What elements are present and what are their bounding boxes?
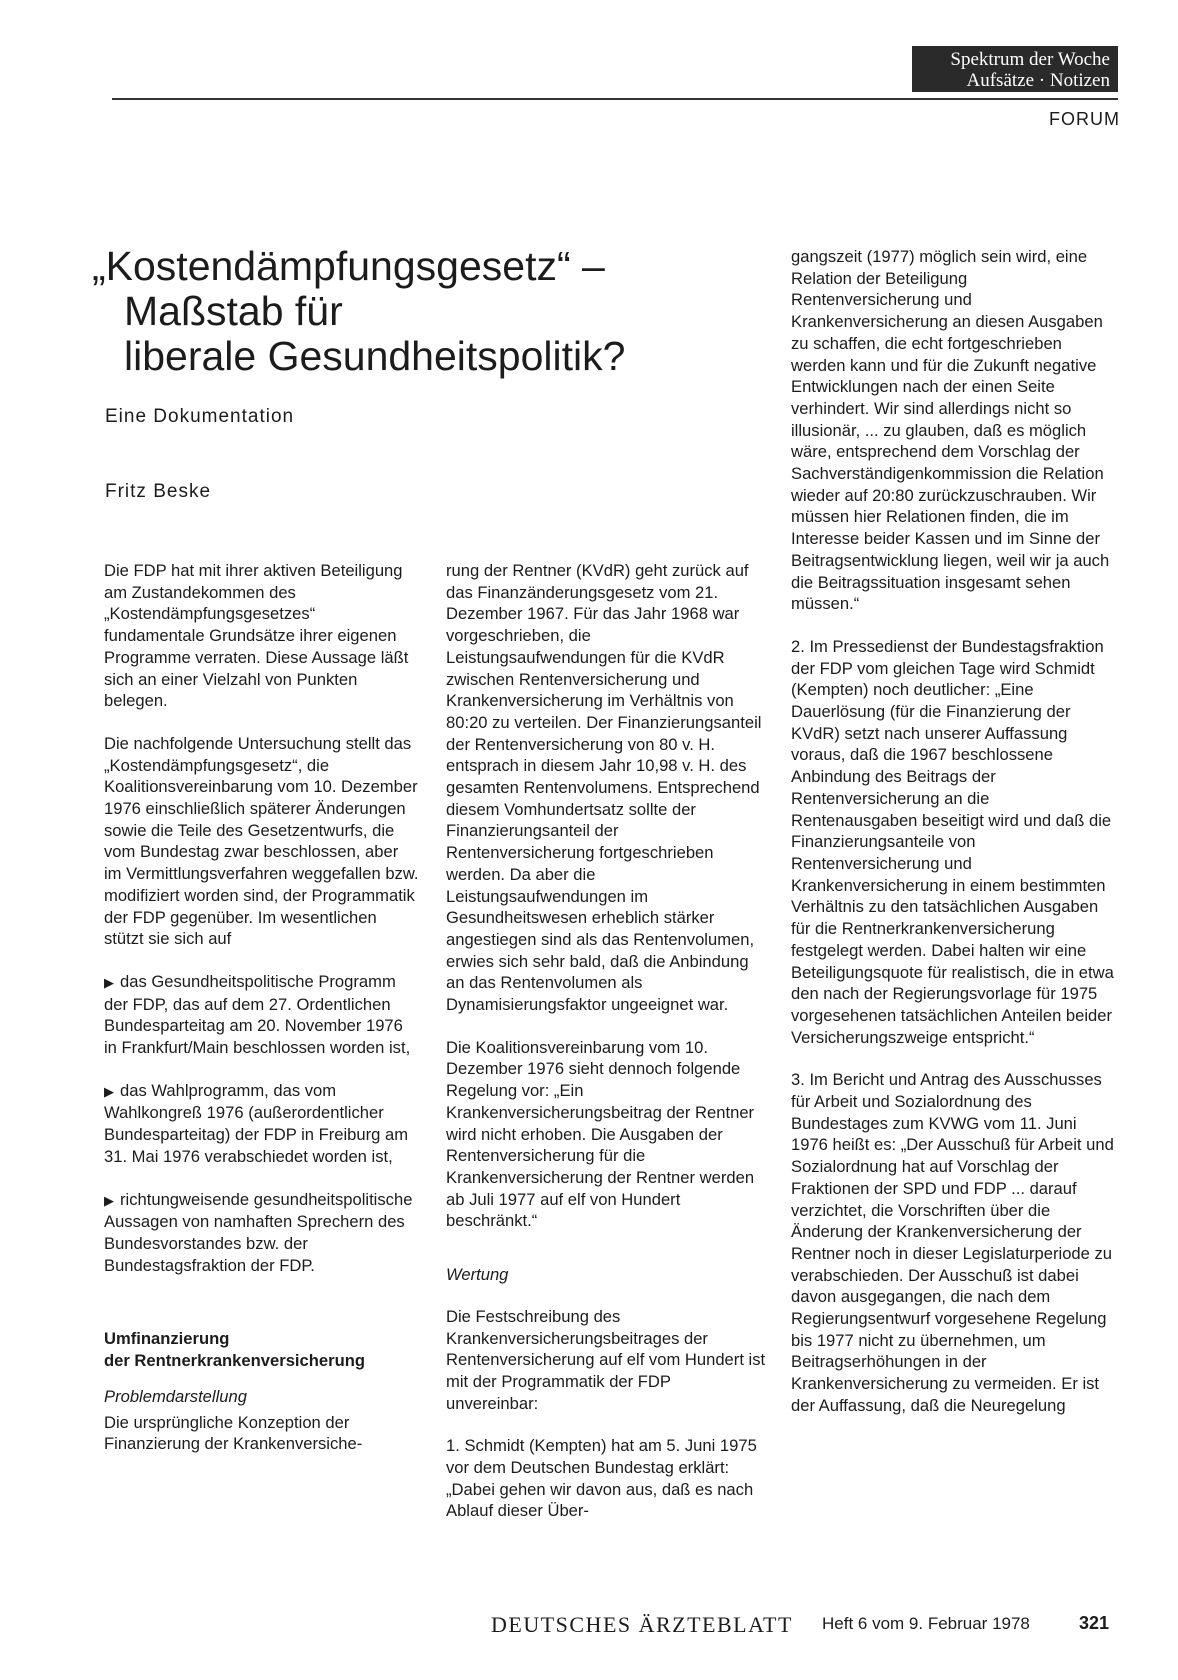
paragraph: Die Koalitionsvereinbarung vom 10. Dezember 1976 sieht dennoch folgende Regelung vor: „Ein Krankenversicherungsbeitrag der Rentner wird nicht erhoben. Die Ausgaben der Rentenversicherung für die Krankenversicherung der Rentner werden ab Juli 1977 auf elf von Hundert beschränkt.“ <box>446 1037 755 1231</box>
bullet-text: das Gesundheitspolitische Programm der FDP, das auf dem 27. Ordentlichen Bundesparteitag am 20. November 1976 in Frankfurt/Main beschlossen worden ist, <box>104 971 411 1058</box>
badge-line-1: Spektrum der Woche <box>950 49 1110 70</box>
bullet-item <box>104 1189 419 1277</box>
article-title <box>92 244 625 379</box>
arrow-bullet-icon: ▶ <box>104 1192 114 1208</box>
section-label: FORUM <box>1049 109 1120 129</box>
section-badge <box>912 46 1118 92</box>
article-subtitle: Eine Dokumentation <box>105 406 295 427</box>
arrow-bullet-icon: ▶ <box>104 1083 114 1099</box>
subheading: Wertung <box>446 1265 509 1285</box>
badge-line-2: Aufsätze · Notizen <box>966 70 1110 91</box>
issue-info: Heft 6 vom 9. Februar 1978 <box>822 1614 1030 1633</box>
bullet-item <box>104 971 419 1059</box>
paragraph: Die FDP hat mit ihrer aktiven Beteiligung am Zustandekommen des „Kostendämpfungsgesetzes“ fundamentale Grundsätze ihrer eigenen Programme verraten. Diese Aussage läßt sich an einer Vielzahl von Punkten belegen. <box>104 561 409 711</box>
header-rule <box>112 98 1118 100</box>
bullet-text: das Wahlprogramm, das vom Wahlkongreß 1976 (außerordentlicher Bundesparteitag) der FDP in Freiburg am 31. Mai 1976 verabschiedet worden ist, <box>104 1080 409 1166</box>
journal-name: DEUTSCHES ÄRZTEBLATT <box>491 1612 793 1637</box>
title-line-3: liberale Gesundheitspolitik? <box>124 333 626 379</box>
text-column-3 <box>791 246 1117 1438</box>
paragraph: gangszeit (1977) möglich sein wird, eine Relation der Beteiligung Rentenversicherung und Krankenversicherung an diesen Ausgaben zu schaffen, die echt fortgeschrieben werden kann und für die Zukunft negative Entwicklungen nach der einen Seite verhindert. Wir sind allerdings nicht so illusionär, ... zu glauben, daß es möglich wäre, entsprechend dem Vorschlag der Sachverständigenkommission die Relation wieder auf 20:80 zurückzuschrauben. Wir müssen hier Relationen finden, die im Interesse beider Kassen und im Sinne der Beitragsentwicklung liegen, weil wir ja auch die Beitragssituation insgesamt sehen müssen.“ <box>791 247 1110 614</box>
title-line-2: Maßstab für <box>124 288 343 334</box>
text-column-1 <box>104 560 419 1476</box>
subheading: Problemdarstellung <box>104 1386 247 1406</box>
section-heading-line-2: der Rentnerkrankenversicherung <box>104 1351 365 1371</box>
article-author: Fritz Beske <box>105 481 212 502</box>
paragraph: 2. Im Pressedienst der Bundestagsfraktion der FDP vom gleichen Tage wird Schmidt (Kempten) noch deutlicher: „Eine Dauerlösung (für die Finanzierung der KVdR) setzt nach unserer Auffassung voraus, daß die 1967 beschlossene Anbindung des Beitrags der Rentenversicherung an die Rentenausgaben beseitigt wird und daß die Finanzierungsanteile von Rentenversicherung und Krankenversicherung in einem bestimmten Verhältnis zu den tatsächlichen Ausgaben für die Rentnerkrankenversicherung festgelegt werden. Dabei halten wir eine Beteiligungsquote für realistisch, die in etwa den nach der Regierungsvorlage für 1975 vorgesehenen tatsächlichen Anteilen beider Versicherungszweige entspricht.“ <box>791 636 1114 1047</box>
paragraph: Die nachfolgende Untersuchung stellt das „Kostendämpfungsgesetz“, die Koalitionsvereinbarung vom 10. Dezember 1976 einschließlich späterer Änderungen sowie die Teile des Gesetzentwurfs, die vom Bundestag zwar beschlossen, aber im Vermittlungsverfahren weggefallen bzw. modifiziert worden sind, der Programmatik der FDP gegenüber. Im wesentlichen stützt sie sich auf <box>104 733 419 949</box>
paragraph: Die Festschreibung des Krankenversicherungsbeitrages der Rentenversicherung auf elf vom Hundert ist mit der Programmatik der FDP unvereinbar: <box>446 1306 766 1413</box>
bullet-item <box>104 1080 419 1168</box>
text-column-2 <box>446 560 766 1543</box>
title-line-1: „Kostendämpfungsgesetz“ – <box>92 243 605 289</box>
paragraph: Die ursprüngliche Konzeption der Finanzierung der Krankenversiche- <box>104 1412 363 1454</box>
paragraph: 1. Schmidt (Kempten) hat am 5. Juni 1975 vor dem Deutschen Bundestag erklärt: „Dabei gehen wir davon aus, daß es nach Ablauf dieser Über- <box>446 1436 757 1521</box>
paragraph: 3. Im Bericht und Antrag des Ausschusses für Arbeit und Sozialordnung des Bundestages zum KVWG vom 11. Juni 1976 heißt es: „Der Ausschuß für Arbeit und Sozialordnung hat auf Vorschlag der Fraktionen der SPD und FDP ... darauf verzichtet, die Vorschriften über die Änderung der Krankenversicherung der Rentner noch in dieser Legislaturperiode zu verabschieden. Der Ausschuß ist dabei davon ausgegangen, die nach dem Regierungsentwurf vorgesehene Regelung bis 1977 nicht zu übernehmen, um Beitragserhöhungen in der Krankenversicherung zu vermeiden. Er ist der Auffassung, daß die Neuregelung <box>791 1070 1114 1415</box>
page-number: 321 <box>1079 1613 1110 1633</box>
section-heading-line-1: Umfinanzierung <box>104 1329 230 1349</box>
bullet-text: richtungweisende gesundheitspolitische Aussagen von namhaften Sprechern des Bundesvorstandes bzw. der Bundestagsfraktion der FDP. <box>104 1189 413 1275</box>
arrow-bullet-icon: ▶ <box>104 974 114 990</box>
paragraph: rung der Rentner (KVdR) geht zurück auf das Finanzänderungsgesetz vom 21. Dezember 1967. Für das Jahr 1968 war vorgeschrieben, die Leistungsaufwendungen für die KVdR zwischen Rentenversicherung und Krankenversicherung im Verhältnis von 80:20 zu verteilen. Der Finanzierungsanteil der Rentenversicherung von 80 v. H. entsprach in diesem Jahr 10,98 v. H. des gesamten Rentenvolumens. Entsprechend diesem Vomhundertsatz sollte der Finanzierungsanteil der Rentenversicherung fortgeschrieben werden. Da aber die Leistungsaufwendungen im Gesundheitswesen erheblich stärker angestiegen sind als das Rentenvolumen, erwies sich sehr bald, daß die Anbindung an das Rentenvolumen als Dynamisierungsfaktor ungeeignet war. <box>446 561 762 1015</box>
